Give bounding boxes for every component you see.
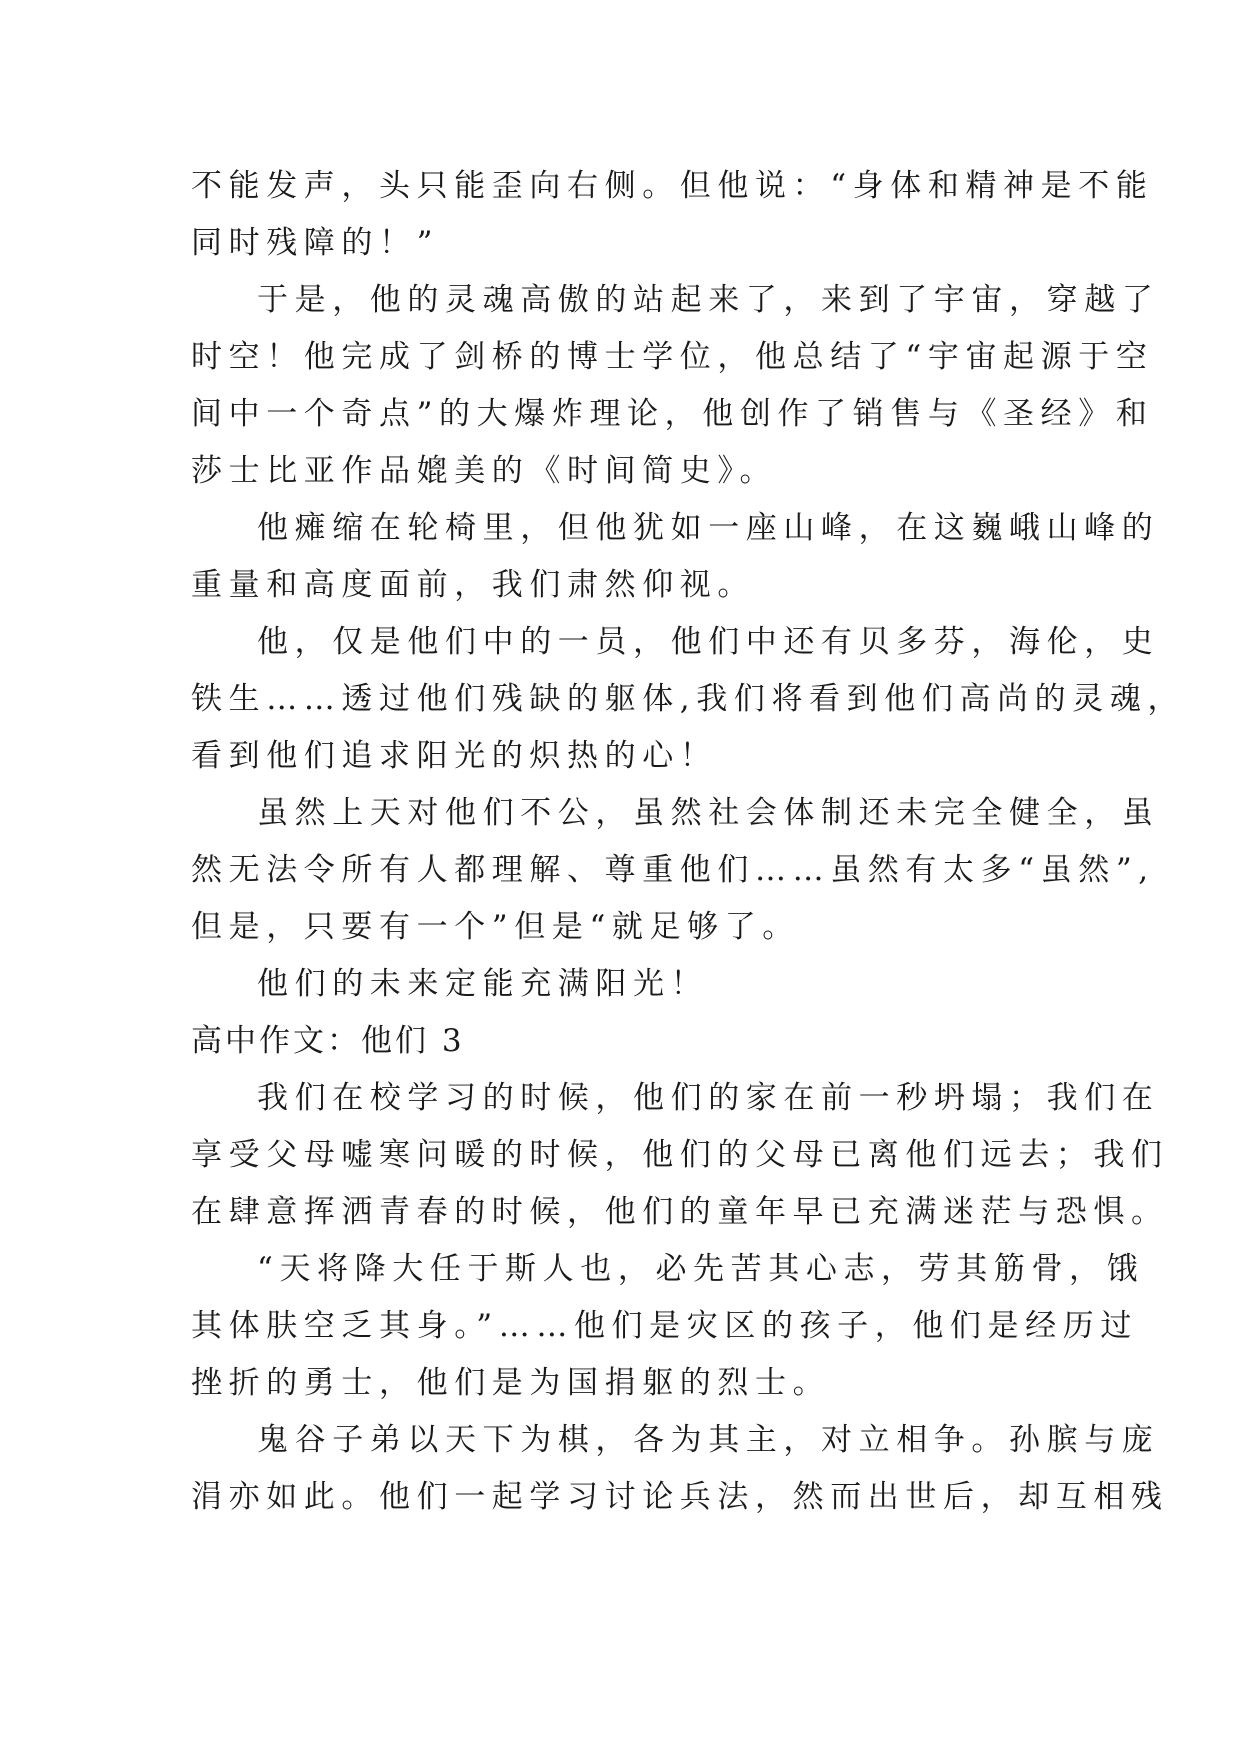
text-line: 铁生……透过他们残缺的躯体,我们将看到他们高尚的灵魂，: [191, 681, 1186, 717]
text-line: 看到他们追求阳光的炽热的心！: [191, 738, 718, 774]
text-line: 不能发声，头只能歪向右侧。但他说：“身体和精神是不能: [191, 168, 1154, 204]
paragraph-start: 鬼谷子弟以天下为棋，各为其主，对立相争。孙膑与庞: [257, 1422, 1160, 1458]
text-line: 在肆意挥洒青春的时候，他们的童年早已充满迷茫与恐惧。: [191, 1194, 1169, 1230]
paragraph-start: 他瘫缩在轮椅里，但他犹如一座山峰，在这巍峨山峰的: [257, 510, 1160, 546]
text-line: 时空！他完成了剑桥的博士学位，他总结了“宇宙起源于空: [191, 339, 1154, 375]
text-line: 但是，只要有一个”但是“就足够了。: [191, 909, 800, 945]
text-line: 涓亦如此。他们一起学习讨论兵法，然而出世后，却互相残: [191, 1479, 1169, 1515]
text-line: 其体肤空乏其身。”……他们是灾区的孩子，他们是经历过: [191, 1308, 1138, 1344]
paragraph-start: 我们在校学习的时候，他们的家在前一秒坍塌；我们在: [257, 1080, 1160, 1116]
paragraph-start: 虽然上天对他们不公，虽然社会体制还未完全健全，虽: [257, 795, 1160, 831]
text-line: 然无法令所有人都理解、尊重他们……虽然有太多“虽然”,: [191, 852, 1155, 888]
text-line: 重量和高度面前，我们肃然仰视。: [191, 567, 755, 603]
text-line: 间中一个奇点”的大爆炸理论，他创作了销售与《圣经》和: [191, 396, 1154, 432]
text-line: 同时残障的！”: [191, 225, 440, 261]
paragraph-start: “天将降大任于斯人也，必先苦其心志，劳其筋骨，饿: [257, 1251, 1145, 1287]
paragraph-start: 于是，他的灵魂高傲的站起来了，来到了宇宙，穿越了: [257, 282, 1160, 318]
text-line: 挫折的勇士，他们是为国捐躯的烈士。: [191, 1365, 831, 1401]
text-line: 莎士比亚作品媲美的《时间简史》。: [191, 453, 778, 489]
text-line: 享受父母嘘寒问暖的时候，他们的父母已离他们远去；我们: [191, 1137, 1169, 1173]
paragraph-start: 他，仅是他们中的一员，他们中还有贝多芬，海伦，史: [257, 624, 1160, 660]
paragraph-start: 他们的未来定能充满阳光！: [257, 966, 709, 1002]
section-heading: 高中作文：他们 3: [191, 1023, 465, 1059]
